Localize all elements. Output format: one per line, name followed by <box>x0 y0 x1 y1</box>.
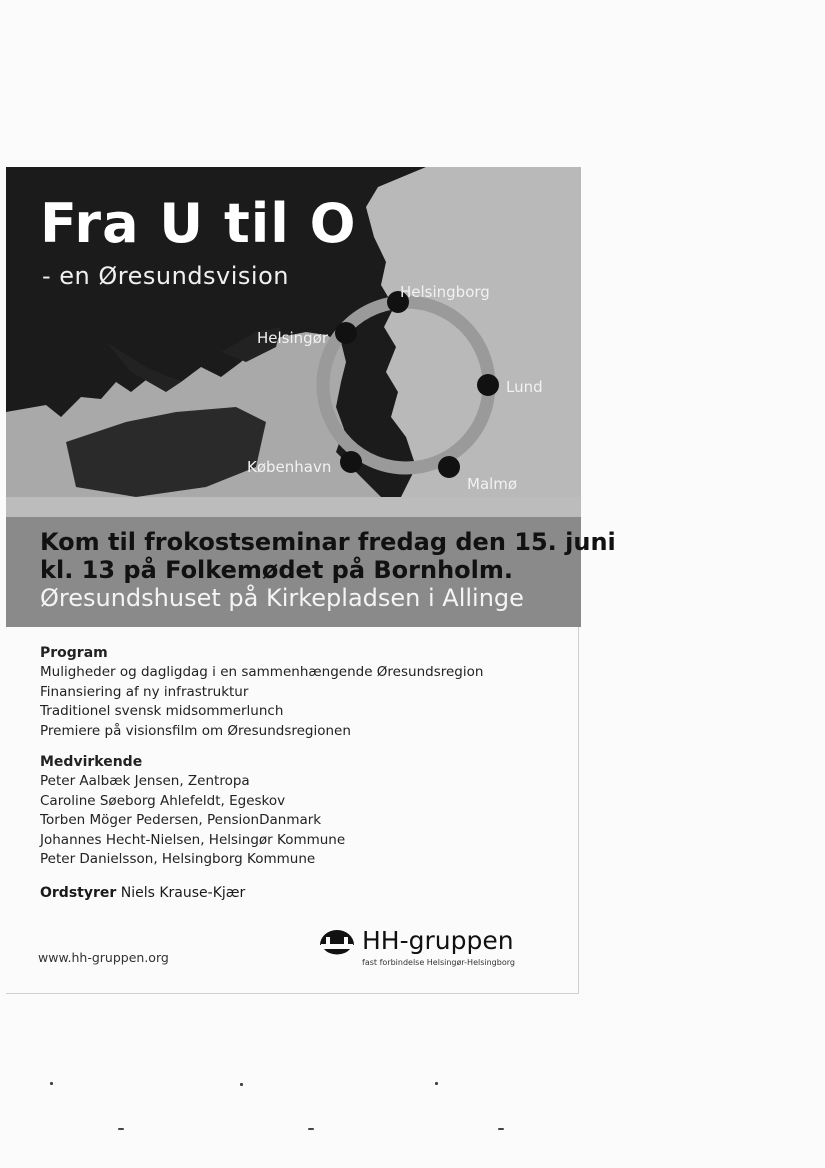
participant-item: Peter Danielsson, Helsingborg Kommune <box>40 851 316 867</box>
participants-heading: Medvirkende <box>40 754 143 770</box>
program-item: Finansiering af ny infrastruktur <box>40 683 249 700</box>
program-item: Muligheder og dagligdag i en sammenhængende Øresundsregion <box>40 664 484 680</box>
scan-speck <box>118 1128 124 1130</box>
malmo-dot <box>438 456 460 478</box>
announcement-line-2: kl. 13 på Folkemødet på Bornholm. <box>40 556 514 584</box>
scan-speck <box>50 1082 53 1085</box>
scan-speck <box>240 1083 243 1086</box>
moderator-line <box>40 885 245 901</box>
city-label-lund: Lund <box>506 378 543 396</box>
moderator-name: Niels Krause-Kjær <box>120 885 246 901</box>
participant-item: Caroline Søeborg Ahlefeldt, Egeskov <box>40 792 286 809</box>
city-label-helsingor: Helsingør <box>257 329 329 347</box>
program-heading: Program <box>40 645 108 661</box>
announcement-line-3: Øresundshuset på Kirkepladsen i Allinge <box>40 584 524 612</box>
logo-wordmark: HH-gruppen <box>362 926 514 955</box>
southern-water <box>6 497 581 517</box>
program-list <box>40 663 483 741</box>
scan-speck <box>308 1128 314 1130</box>
poster-subtitle: - en Øresundsvision <box>42 262 289 290</box>
city-label-kobenhavn: København <box>247 458 332 476</box>
website-link[interactable]: www.hh-gruppen.org <box>38 950 169 965</box>
announcement-line-1: Kom til frokostseminar fredag den 15. juni <box>40 528 616 556</box>
event-details <box>40 644 483 870</box>
program-item: Premiere på visionsfilm om Øresundsregionen <box>40 722 351 739</box>
scan-speck <box>435 1082 438 1085</box>
kobenhavn-dot <box>340 451 362 473</box>
participant-item: Peter Aalbæk Jensen, Zentropa <box>40 773 250 789</box>
participants-list <box>40 772 483 870</box>
participant-item: Johannes Hecht-Nielsen, Helsingør Kommune <box>40 831 346 848</box>
participant-item: Torben Möger Pedersen, PensionDanmark <box>40 812 322 828</box>
bridge-logo-icon <box>318 928 356 962</box>
lund-dot <box>477 374 499 396</box>
poster-title: Fra U til O <box>40 192 357 255</box>
hh-gruppen-logo <box>318 925 558 975</box>
city-label-helsingborg: Helsingborg <box>400 283 490 301</box>
scan-speck <box>498 1128 504 1130</box>
helsingor-dot <box>335 322 357 344</box>
city-label-malmo: Malmø <box>467 475 518 493</box>
logo-tagline: fast forbindelse Helsingør-Helsingborg <box>362 958 515 967</box>
moderator-label: Ordstyrer <box>40 885 117 901</box>
program-item: Traditionel svensk midsommerlunch <box>40 703 284 719</box>
